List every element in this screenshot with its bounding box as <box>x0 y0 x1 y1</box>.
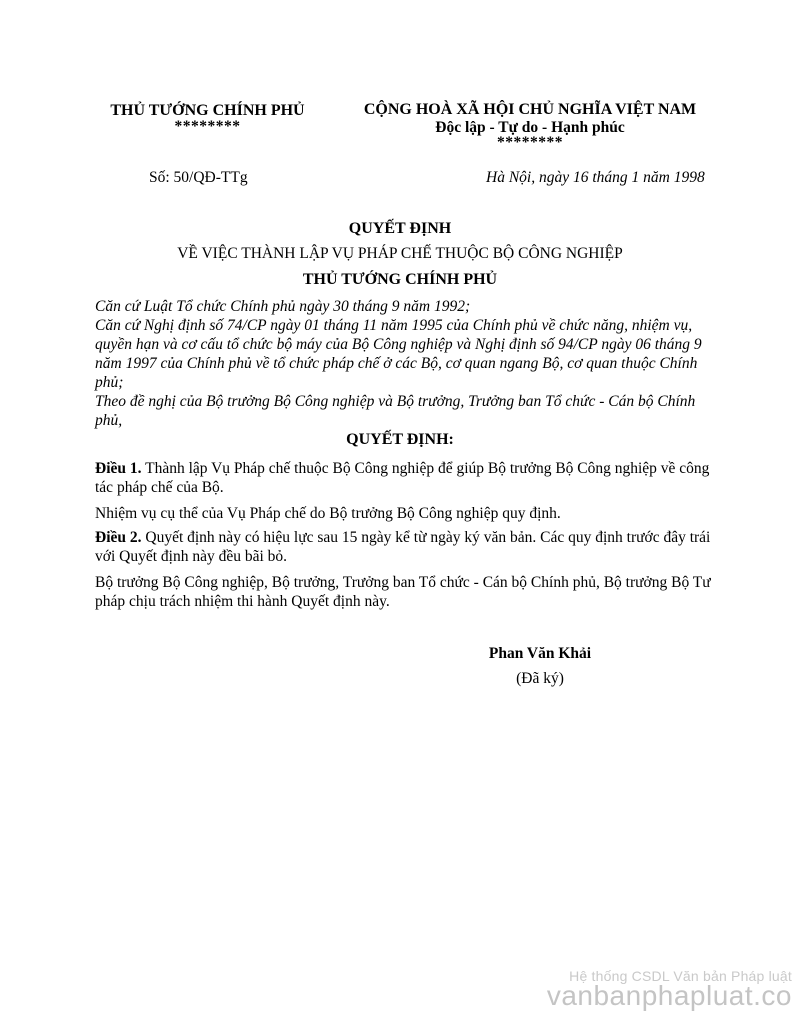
article-2-extra <box>95 573 717 611</box>
basis-item: Căn cứ Luật Tổ chức Chính phủ ngày 30 tháng 9 năm 1992; <box>95 298 471 315</box>
watermark-line-2: vanbanphapluat.co <box>546 980 792 1011</box>
article-1-text: Thành lập Vụ Pháp chế thuộc Bộ Công nghiệp để giúp Bộ trưởng Bộ Công nghiệp về công tác pháp chế của Bộ. <box>95 460 710 496</box>
issuer-title: THỦ TƯỚNG CHÍNH PHỦ <box>302 271 498 288</box>
document-type: QUYẾT ĐỊNH <box>348 220 452 237</box>
signed-note: (Đã ký) <box>516 670 564 687</box>
article-1-label: Điều 1. <box>95 460 142 477</box>
decision-heading: QUYẾT ĐỊNH: <box>346 431 454 448</box>
national-motto: Độc lập - Tự do - Hạnh phúc <box>435 119 625 136</box>
document-number: Số: 50/QĐ-TTg <box>149 169 248 186</box>
article-2-label: Điều 2. <box>95 529 142 546</box>
issuing-agency-block <box>95 101 320 133</box>
document-subject: VỀ VIỆC THÀNH LẬP VỤ PHÁP CHẾ THUỘC BỘ CÔNG NGHIỆP <box>177 245 623 262</box>
basis-item: Theo đề nghị của Bộ trưởng Bộ Công nghiệp và Bộ trưởng, Trưởng ban Tổ chức - Cán bộ Chính phủ, <box>95 393 696 429</box>
legal-basis <box>95 297 717 430</box>
signer-name: Phan Văn Khải <box>488 645 592 662</box>
signature-block <box>470 641 610 691</box>
article-1-extra <box>95 504 717 523</box>
article-2-extra-text: Bộ trưởng Bộ Công nghiệp, Bộ trưởng, Trưởng ban Tổ chức - Cán bộ Chính phủ, Bộ trưởng Bộ Tư pháp chịu trách nhiệm thi hành Quyết định này. <box>95 574 711 610</box>
article-1-extra-text: Nhiệm vụ cụ thể của Vụ Pháp chế do Bộ trưởng Bộ Công nghiệp quy định. <box>95 505 561 522</box>
article-1 <box>95 459 717 497</box>
national-header-block <box>340 101 720 149</box>
article-2-text: Quyết định này có hiệu lực sau 15 ngày kể từ ngày ký văn bản. Các quy định trước đây trái với Quyết định này đều bãi bỏ. <box>95 529 711 565</box>
basis-item: Căn cứ Nghị định số 74/CP ngày 01 tháng 11 năm 1995 của Chính phủ về chức năng, nhiệm vụ, quyền hạn và cơ cấu tổ chức bộ máy của Bộ Công nghiệp và Nghị định số 94/CP ngày 06 tháng 9 năm 1997 của Chính phủ về tổ chức pháp chế ở các Bộ, cơ quan ngang Bộ, cơ quan thuộc Chính phủ; <box>95 317 702 391</box>
issuing-agency: THỦ TƯỚNG CHÍNH PHỦ <box>110 102 305 119</box>
agency-stars: ******** <box>174 118 241 135</box>
motto-stars: ******** <box>497 134 563 151</box>
place-and-date: Hà Nội, ngày 16 tháng 1 năm 1998 <box>486 169 705 186</box>
country-name: CỘNG HOÀ XÃ HỘI CHỦ NGHĨA VIỆT NAM <box>363 101 697 118</box>
article-2 <box>95 528 717 566</box>
watermark-line-1: Hệ thống CSDL Văn bản Pháp luật <box>569 968 792 984</box>
